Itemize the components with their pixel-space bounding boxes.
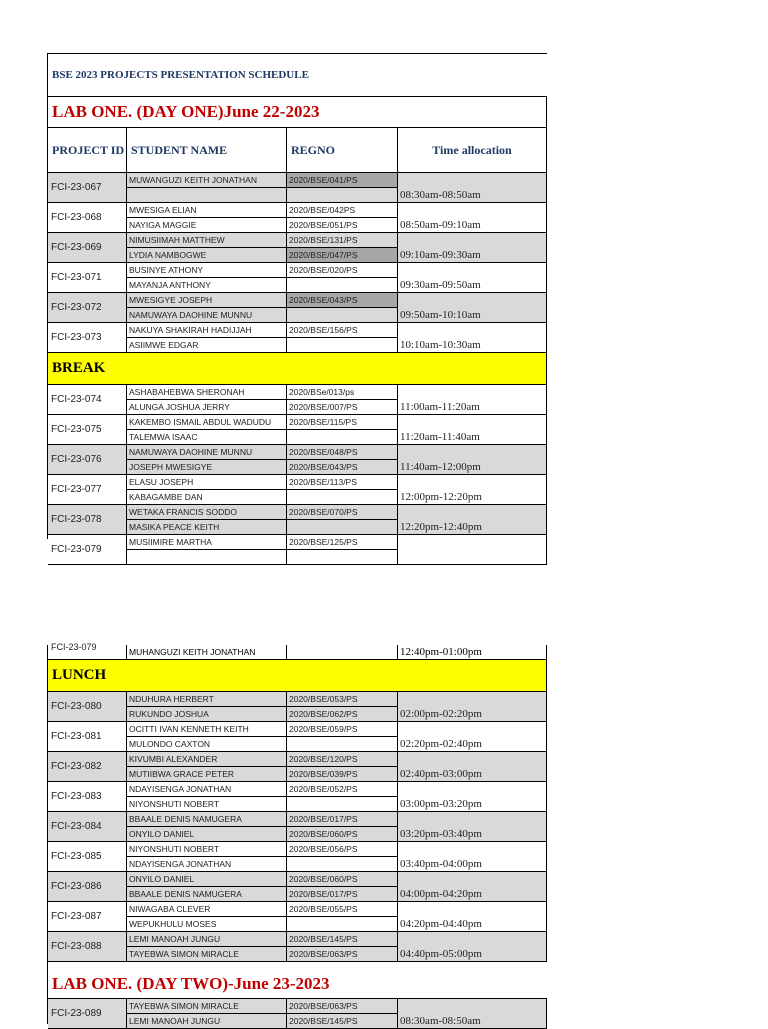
lunch-banner: LUNCH xyxy=(48,660,547,692)
time-slot: 04:00pm-04:20pm xyxy=(398,872,547,901)
student-name: BBAALE DENIS NAMUGERA xyxy=(127,812,286,827)
student-name: TALEMWA ISAAC xyxy=(129,431,198,442)
student-name xyxy=(127,550,286,565)
project-id: FCI-23-085 xyxy=(48,842,127,871)
student-name: ONYILO DANIEL xyxy=(127,872,286,887)
student-names xyxy=(127,999,287,1028)
time-slot: 09:10am-09:30am xyxy=(398,233,547,262)
student-name: WETAKA FRANCIS SODDO xyxy=(127,505,286,520)
table-row xyxy=(48,293,547,323)
table-row xyxy=(48,812,547,842)
regno: 2020/BSE/039/PS xyxy=(289,768,358,779)
student-name: NDUHURA HERBERT xyxy=(127,692,286,707)
table-row xyxy=(48,385,547,415)
table-row xyxy=(48,475,547,505)
regno: 2020/BSE/156/PS xyxy=(287,323,397,338)
regno-cells xyxy=(287,475,398,504)
student-names xyxy=(127,445,287,474)
student-names xyxy=(127,263,287,292)
student-name: ASIIMWE EDGAR xyxy=(129,339,199,350)
group-list-morning xyxy=(48,173,547,353)
schedule-page-2 xyxy=(47,642,547,1027)
student-name: NDAYISENGA JONATHAN xyxy=(129,858,232,869)
student-name: BUSINYE ATHONY xyxy=(127,263,286,278)
regno: 2020/BSE/047/PS xyxy=(287,248,397,263)
project-id: FCI-23-079 xyxy=(48,645,127,659)
student-names xyxy=(127,323,287,352)
break-banner: BREAK xyxy=(48,353,547,385)
table-row xyxy=(48,233,547,263)
project-id: FCI-23-083 xyxy=(48,782,127,811)
regno xyxy=(287,278,397,293)
student-names xyxy=(127,385,287,414)
student-name: MUSIIMIRE MARTHA xyxy=(127,535,286,550)
student-name: NAMUWAYA DAOHINE MUNNU xyxy=(127,445,286,460)
regno-cells xyxy=(287,752,398,781)
table-row xyxy=(48,782,547,812)
time-slot: 09:30am-09:50am xyxy=(398,263,547,292)
regno-cells xyxy=(287,415,398,444)
time-slot: 03:20pm-03:40pm xyxy=(398,812,547,841)
table-row xyxy=(48,263,547,293)
student-name: MASIKA PEACE KEITH xyxy=(129,521,220,532)
project-id: FCI-23-082 xyxy=(48,752,127,781)
time-slot: 02:00pm-02:20pm xyxy=(398,692,547,721)
student-name: OCITTI IVAN KENNETH KEITH xyxy=(127,722,286,737)
table-row xyxy=(48,752,547,782)
regno: 2020/BSE/017/PS xyxy=(287,812,397,827)
col-time-allocation: Time allocation xyxy=(398,128,547,172)
column-header-row xyxy=(48,128,547,173)
student-name: KABAGAMBE DAN xyxy=(129,491,203,502)
regno-cells xyxy=(287,323,398,352)
student-names xyxy=(127,233,287,262)
time-slot: 02:20pm-02:40pm xyxy=(398,722,547,751)
student-names xyxy=(127,692,287,721)
project-id: FCI-23-078 xyxy=(48,505,127,534)
continuation-row xyxy=(48,642,547,660)
regno: 2020/BSE/120/PS xyxy=(287,752,397,767)
table-row xyxy=(48,872,547,902)
regno: 2020/BSE/059/PS xyxy=(287,722,397,737)
regno: 2020/BSE/060/PS xyxy=(287,872,397,887)
regno xyxy=(287,520,397,535)
project-id: FCI-23-072 xyxy=(48,293,127,322)
student-name: MUTIIBWA GRACE PETER xyxy=(129,768,235,779)
time-slot: 12:20pm-12:40pm xyxy=(398,505,547,534)
student-names xyxy=(127,415,287,444)
regno: 2020/BSE/042PS xyxy=(287,203,397,218)
col-project-id: PROJECT ID xyxy=(48,128,127,172)
regno: 2020/BSE/055/PS xyxy=(287,902,397,917)
regno-cells xyxy=(287,842,398,871)
table-row xyxy=(48,203,547,233)
table-row xyxy=(48,842,547,872)
student-names xyxy=(127,293,287,322)
regno: 2020/BSE/041/PS xyxy=(287,173,397,188)
time-slot: 08:50am-09:10am xyxy=(398,203,547,232)
regno: 2020/BSE/062/PS xyxy=(289,708,358,719)
regno: 2020/BSE/113/PS xyxy=(287,475,397,490)
regno: 2020/BSE/060/PS xyxy=(289,828,358,839)
student-name: MUHANGUZI KEITH JONATHAN xyxy=(127,645,287,659)
regno-cells xyxy=(287,385,398,414)
regno xyxy=(287,917,397,932)
student-name: TAYEBWA SIMON MIRACLE xyxy=(127,999,286,1014)
student-names xyxy=(127,842,287,871)
student-name: TAYEBWA SIMON MIRACLE xyxy=(129,948,239,959)
student-name: NIYONSHUTI NOBERT xyxy=(129,798,220,809)
regno xyxy=(287,490,397,505)
project-id: FCI-23-086 xyxy=(48,872,127,901)
regno: 2020/BSe/013/ps xyxy=(287,385,397,400)
student-names xyxy=(127,902,287,931)
regno: 2020/BSE/007/PS xyxy=(289,401,358,412)
student-name: WEPUKHULU MOSES xyxy=(129,918,217,929)
student-name: NDAYISENGA JONATHAN xyxy=(127,782,286,797)
col-regno: REGNO xyxy=(287,128,398,172)
regno: 2020/BSE/063/PS xyxy=(289,948,358,959)
regno-cells xyxy=(287,445,398,474)
regno-cells xyxy=(287,812,398,841)
project-id: FCI-23-089 xyxy=(48,999,127,1028)
regno: 2020/BSE/052/PS xyxy=(287,782,397,797)
student-names xyxy=(127,752,287,781)
table-row xyxy=(48,415,547,445)
project-id: FCI-23-080 xyxy=(48,692,127,721)
project-id: FCI-23-075 xyxy=(48,415,127,444)
regno: 2020/BSE/145/PS xyxy=(287,932,397,947)
student-names xyxy=(127,475,287,504)
student-name: NAYIGA MAGGIE xyxy=(129,219,197,230)
student-name: LYDIA NAMBOGWE xyxy=(129,249,207,260)
table-row xyxy=(48,173,547,203)
table-row xyxy=(48,932,547,962)
time-slot xyxy=(398,535,547,564)
student-names xyxy=(127,505,287,534)
time-slot: 02:40pm-03:00pm xyxy=(398,752,547,781)
regno-cells xyxy=(287,233,398,262)
project-id: FCI-23-067 xyxy=(48,173,127,202)
time-slot: 08:30am-08:50am xyxy=(398,173,547,202)
project-id: FCI-23-081 xyxy=(48,722,127,751)
schedule-title: BSE 2023 PROJECTS PRESENTATION SCHEDULE xyxy=(48,54,547,97)
regno: 2020/BSE/053/PS xyxy=(287,692,397,707)
project-id: FCI-23-088 xyxy=(48,932,127,961)
regno-cells xyxy=(287,535,398,564)
regno: 2020/BSE/070/PS xyxy=(287,505,397,520)
student-name: BBAALE DENIS NAMUGERA xyxy=(129,888,242,899)
project-id: FCI-23-087 xyxy=(48,902,127,931)
day-two-heading: LAB ONE. (DAY TWO)-June 23-2023 xyxy=(52,974,330,993)
project-id: FCI-23-076 xyxy=(48,445,127,474)
regno: 2020/BSE/063/PS xyxy=(287,999,397,1014)
student-name: NIWAGABA CLEVER xyxy=(127,902,286,917)
student-name xyxy=(127,188,286,203)
regno-cells xyxy=(287,999,398,1028)
project-id: FCI-23-084 xyxy=(48,812,127,841)
time-slot: 12:00pm-12:20pm xyxy=(398,475,547,504)
student-name: KIVUMBI ALEXANDER xyxy=(127,752,286,767)
student-names xyxy=(127,722,287,751)
regno: 2020/BSE/043/PS xyxy=(287,293,397,308)
student-name: NIYONSHUTI NOBERT xyxy=(127,842,286,857)
regno: 2020/BSE/043/PS xyxy=(289,461,358,472)
student-names xyxy=(127,782,287,811)
regno xyxy=(287,737,397,752)
regno-cells xyxy=(287,932,398,961)
regno: 2020/BSE/017/PS xyxy=(289,888,358,899)
student-name: MUWANGUZI KEITH JONATHAN xyxy=(127,173,286,188)
student-names xyxy=(127,812,287,841)
table-row xyxy=(48,999,547,1029)
regno-cells xyxy=(287,692,398,721)
regno: 2020/BSE/048/PS xyxy=(287,445,397,460)
time-slot: 11:00am-11:20am xyxy=(398,385,547,414)
table-row xyxy=(48,505,547,535)
table-row xyxy=(48,445,547,475)
student-name: NAKUYA SHAKIRAH HADIJJAH xyxy=(127,323,286,338)
time-slot: 04:20pm-04:40pm xyxy=(398,902,547,931)
schedule-page-1 xyxy=(47,53,547,555)
student-names xyxy=(127,535,287,564)
student-name: LEMI MANOAH JUNGU xyxy=(127,932,286,947)
student-name: MWESIGA ELIAN xyxy=(127,203,286,218)
group-list-late-morning xyxy=(48,385,547,565)
student-names xyxy=(127,872,287,901)
regno-cells xyxy=(287,902,398,931)
student-names xyxy=(127,932,287,961)
regno xyxy=(287,550,397,565)
regno: 2020/BSE/145/PS xyxy=(289,1015,358,1026)
regno: 2020/BSE/056/PS xyxy=(287,842,397,857)
table-row xyxy=(48,323,547,353)
student-name: RUKUNDO JOSHUA xyxy=(129,708,209,719)
regno-cells xyxy=(287,782,398,811)
student-name: MAYANJA ANTHONY xyxy=(129,279,211,290)
regno xyxy=(287,430,397,445)
student-names xyxy=(127,203,287,232)
student-name: ONYILO DANIEL xyxy=(129,828,195,839)
student-name: ASHABAHEBWA SHERONAH xyxy=(127,385,286,400)
student-name: ELASU JOSEPH xyxy=(127,475,286,490)
group-list-afternoon xyxy=(48,692,547,962)
project-id: FCI-23-069 xyxy=(48,233,127,262)
regno xyxy=(287,645,398,659)
table-row xyxy=(48,902,547,932)
group-list-day-two xyxy=(48,998,547,1029)
day-one-heading: LAB ONE. (DAY ONE)June 22-2023 xyxy=(48,97,547,128)
regno-cells xyxy=(287,505,398,534)
regno-cells xyxy=(287,293,398,322)
project-id: FCI-23-068 xyxy=(48,203,127,232)
time-slot: 11:20am-11:40am xyxy=(398,415,547,444)
time-slot: 03:00pm-03:20pm xyxy=(398,782,547,811)
regno-cells xyxy=(287,722,398,751)
regno xyxy=(287,188,397,203)
regno xyxy=(287,308,397,323)
table-row xyxy=(48,722,547,752)
project-id: FCI-23-079 xyxy=(48,535,127,564)
regno-cells xyxy=(287,203,398,232)
regno: 2020/BSE/051/PS xyxy=(289,219,358,230)
project-id: FCI-23-073 xyxy=(48,323,127,352)
regno: 2020/BSE/115/PS xyxy=(287,415,397,430)
student-name: JOSEPH MWESIGYE xyxy=(129,461,213,472)
time-slot: 03:40pm-04:00pm xyxy=(398,842,547,871)
time-slot: 09:50am-10:10am xyxy=(398,293,547,322)
regno xyxy=(287,857,397,872)
time-slot: 11:40am-12:00pm xyxy=(398,445,547,474)
regno xyxy=(287,797,397,812)
time-slot: 12:40pm-01:00pm xyxy=(398,645,547,659)
student-name: MULONDO CAXTON xyxy=(129,738,211,749)
student-name: NAMUWAYA DAOHINE MUNNU xyxy=(129,309,253,320)
time-slot: 04:40pm-05:00pm xyxy=(398,932,547,961)
table-row xyxy=(48,535,547,565)
regno: 2020/BSE/125/PS xyxy=(287,535,397,550)
student-name: LEMI MANOAH JUNGU xyxy=(129,1015,221,1026)
project-id: FCI-23-074 xyxy=(48,385,127,414)
time-slot: 08:30am-08:50am xyxy=(398,999,547,1028)
table-row xyxy=(48,692,547,722)
project-id: FCI-23-077 xyxy=(48,475,127,504)
student-name: KAKEMBO ISMAIL ABDUL WADUDU xyxy=(127,415,286,430)
regno-cells xyxy=(287,263,398,292)
regno xyxy=(287,338,397,353)
regno: 2020/BSE/131/PS xyxy=(287,233,397,248)
student-name: MWESIGYE JOSEPH xyxy=(127,293,286,308)
regno-cells xyxy=(287,872,398,901)
time-slot: 10:10am-10:30am xyxy=(398,323,547,352)
project-id: FCI-23-071 xyxy=(48,263,127,292)
student-names xyxy=(127,173,287,202)
student-name: NIMUSIIMAH MATTHEW xyxy=(127,233,286,248)
regno-cells xyxy=(287,173,398,202)
student-name: ALUNGA JOSHUA JERRY xyxy=(129,401,230,412)
col-student-name: STUDENT NAME xyxy=(127,128,287,172)
regno: 2020/BSE/020/PS xyxy=(287,263,397,278)
